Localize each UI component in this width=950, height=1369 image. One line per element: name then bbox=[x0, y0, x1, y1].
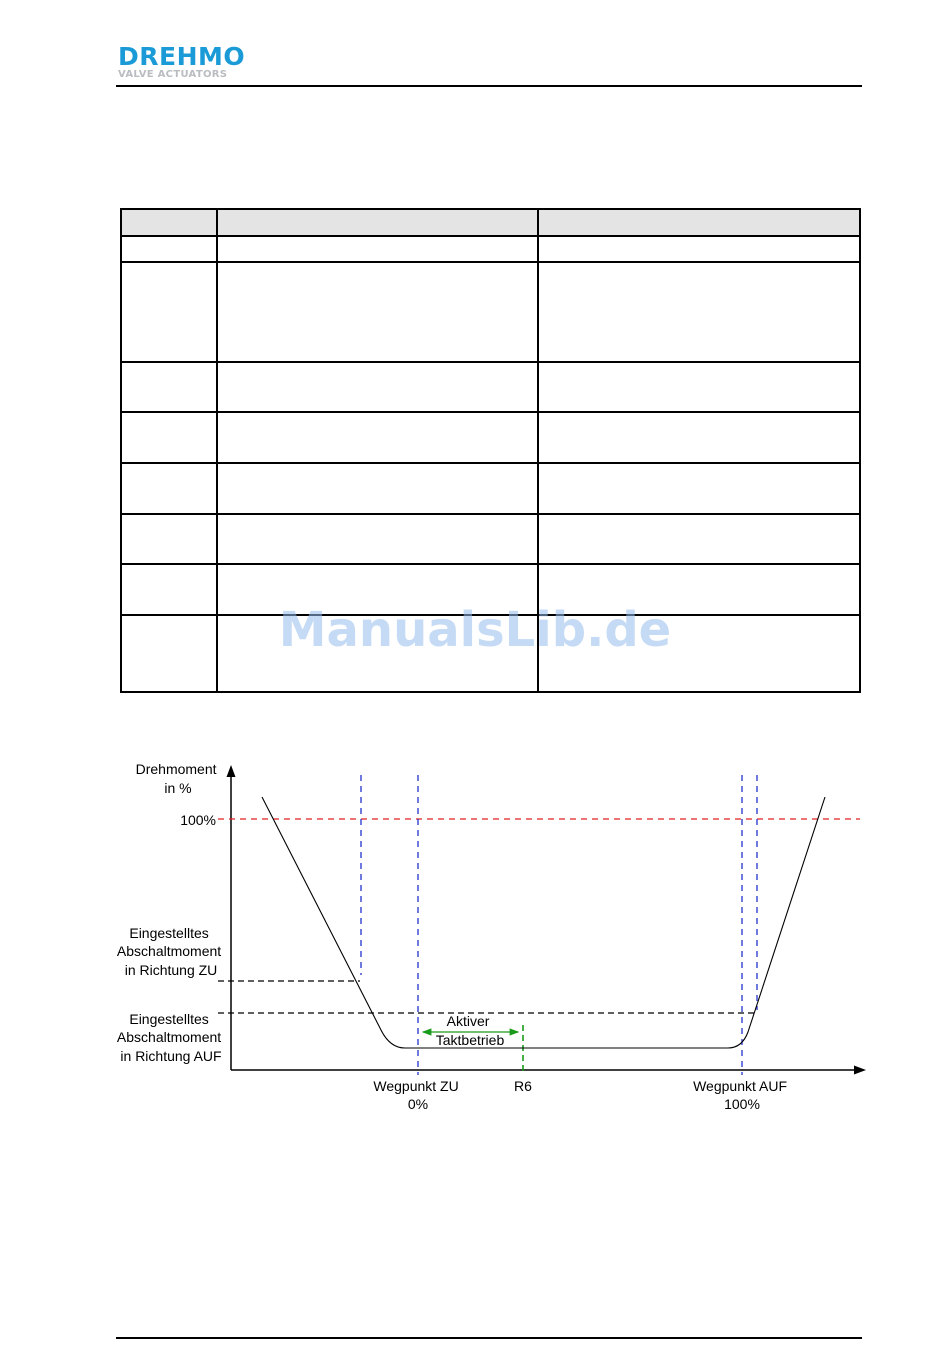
table-cell bbox=[121, 463, 217, 514]
table-cell bbox=[121, 412, 217, 463]
table-cell bbox=[217, 362, 538, 412]
waypoint-auf-label: Wegpunkt AUF 100% bbox=[693, 1078, 788, 1112]
table-row bbox=[121, 412, 860, 463]
table-row bbox=[121, 262, 860, 362]
torque-curve bbox=[262, 797, 825, 1048]
drehmo-logo bbox=[118, 44, 245, 80]
table-header-row bbox=[121, 209, 860, 236]
table-row bbox=[121, 236, 860, 262]
header-rule bbox=[116, 85, 862, 87]
logo-wordmark: DREHMO bbox=[118, 42, 246, 71]
table-cell bbox=[121, 262, 217, 362]
table-cell bbox=[217, 262, 538, 362]
y-axis-label: Drehmoment in % bbox=[135, 761, 217, 796]
table-cell bbox=[538, 236, 860, 262]
table-row bbox=[121, 362, 860, 412]
waypoint-zu-label: Wegpunkt ZU 0% bbox=[373, 1078, 459, 1112]
table-row bbox=[121, 514, 860, 564]
table-row bbox=[121, 463, 860, 514]
torque-chart bbox=[0, 740, 950, 1140]
setpoint-zu-label: Eingestelltes Abschaltmoment in Richtung ZU bbox=[116, 925, 222, 978]
table-cell bbox=[217, 412, 538, 463]
table-cell bbox=[538, 362, 860, 412]
table-cell bbox=[121, 514, 217, 564]
logo-tagline: VALVE ACTUATORS bbox=[118, 69, 228, 80]
table-cell bbox=[121, 362, 217, 412]
active-mode-label: Aktiver Taktbetrieb bbox=[435, 1013, 505, 1048]
r6-label: R6 bbox=[514, 1078, 532, 1094]
table-header-cell bbox=[217, 209, 538, 236]
y-tick-100: 100% bbox=[180, 812, 216, 828]
table-header-cell bbox=[538, 209, 860, 236]
table-cell bbox=[538, 514, 860, 564]
table-cell bbox=[217, 514, 538, 564]
table-cell bbox=[217, 236, 538, 262]
table-cell bbox=[217, 463, 538, 514]
watermark: ManualsLib.de bbox=[278, 602, 672, 658]
setpoint-auf-label: Eingestelltes Abschaltmoment in Richtung AUF bbox=[116, 1011, 222, 1064]
table-cell bbox=[538, 412, 860, 463]
table-cell bbox=[121, 236, 217, 262]
table-cell bbox=[538, 262, 860, 362]
table-header-cell bbox=[121, 209, 217, 236]
table-cell bbox=[538, 463, 860, 514]
footer-rule bbox=[116, 1337, 862, 1339]
